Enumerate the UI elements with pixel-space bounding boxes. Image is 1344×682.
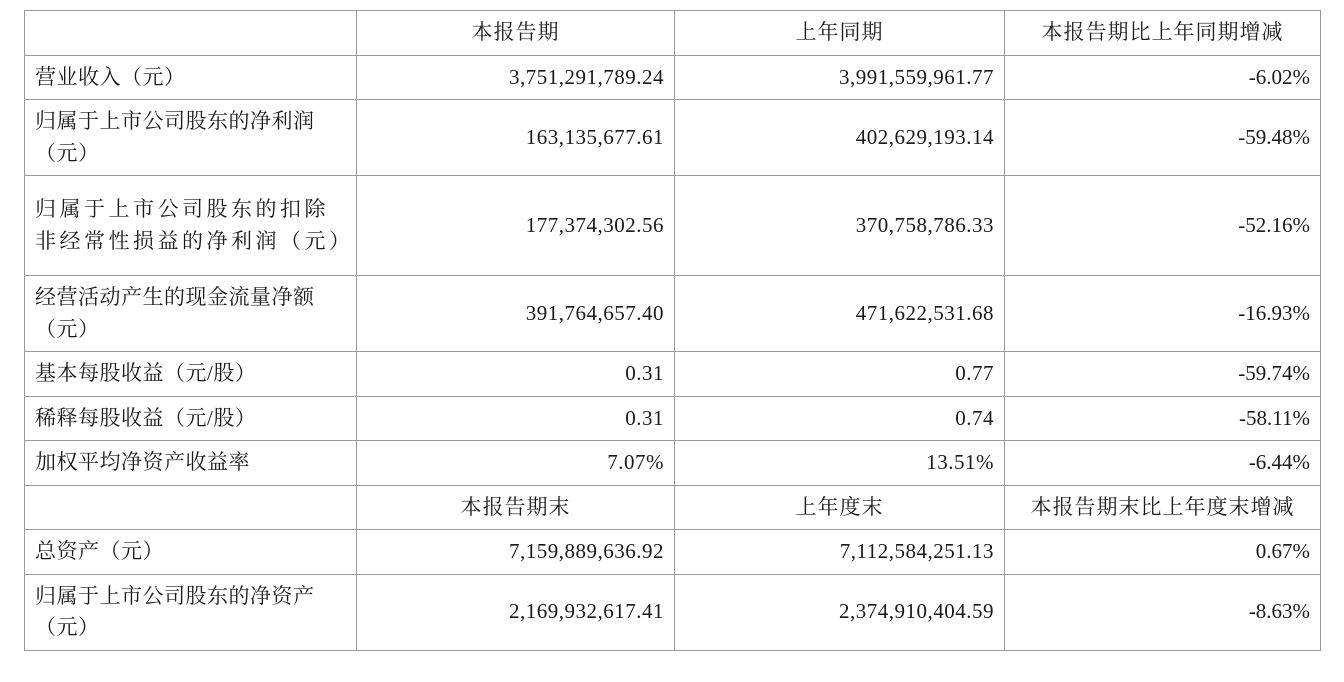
row-change-value: -59.48%	[1005, 100, 1321, 176]
row-change-value: -59.74%	[1005, 352, 1321, 397]
header-cell-current-period: 本报告期	[357, 11, 675, 56]
row-label: 加权平均净资产收益率	[25, 441, 357, 486]
row-current-value: 0.31	[357, 352, 675, 397]
table-header-row-second	[25, 485, 1321, 530]
table-row	[25, 352, 1321, 397]
table-row	[25, 100, 1321, 176]
row-current-value: 0.31	[357, 396, 675, 441]
row-change-value: -16.93%	[1005, 276, 1321, 352]
header-cell-prior-year-end: 上年度末	[675, 485, 1005, 530]
row-previous-value: 0.77	[675, 352, 1005, 397]
financial-summary-sheet	[0, 10, 1344, 682]
row-label: 总资产（元）	[25, 530, 357, 575]
table-row	[25, 55, 1321, 100]
row-label: 归属于上市公司股东的净资产（元）	[25, 574, 357, 650]
row-label: 经营活动产生的现金流量净额（元）	[25, 276, 357, 352]
header-cell-change: 本报告期比上年同期增减	[1005, 11, 1321, 56]
row-change-value: -58.11%	[1005, 396, 1321, 441]
row-current-value: 7,159,889,636.92	[357, 530, 675, 575]
row-change-value: -6.02%	[1005, 55, 1321, 100]
row-label: 营业收入（元）	[25, 55, 357, 100]
table-row	[25, 276, 1321, 352]
row-previous-value: 13.51%	[675, 441, 1005, 486]
row-current-value: 163,135,677.61	[357, 100, 675, 176]
table-row	[25, 530, 1321, 575]
table-row	[25, 176, 1321, 276]
header-cell-blank-second	[25, 485, 357, 530]
row-change-value: -52.16%	[1005, 176, 1321, 276]
row-label: 归属于上市公司股东的扣除非经常性损益的净利润（元）	[25, 176, 357, 276]
header-cell-blank	[25, 11, 357, 56]
table-row	[25, 441, 1321, 486]
row-previous-value: 3,991,559,961.77	[675, 55, 1005, 100]
row-previous-value: 402,629,193.14	[675, 100, 1005, 176]
row-previous-value: 471,622,531.68	[675, 276, 1005, 352]
row-current-value: 177,374,302.56	[357, 176, 675, 276]
row-previous-value: 7,112,584,251.13	[675, 530, 1005, 575]
row-current-value: 391,764,657.40	[357, 276, 675, 352]
row-current-value: 2,169,932,617.41	[357, 574, 675, 650]
row-change-value: 0.67%	[1005, 530, 1321, 575]
table-row	[25, 396, 1321, 441]
row-previous-value: 370,758,786.33	[675, 176, 1005, 276]
row-label: 稀释每股收益（元/股）	[25, 396, 357, 441]
row-label: 基本每股收益（元/股）	[25, 352, 357, 397]
financial-summary-table	[24, 10, 1321, 651]
row-change-value: -8.63%	[1005, 574, 1321, 650]
row-change-value: -6.44%	[1005, 441, 1321, 486]
header-cell-prior-period: 上年同期	[675, 11, 1005, 56]
header-cell-period-end: 本报告期末	[357, 485, 675, 530]
table-row	[25, 574, 1321, 650]
row-current-value: 7.07%	[357, 441, 675, 486]
row-previous-value: 2,374,910,404.59	[675, 574, 1005, 650]
row-current-value: 3,751,291,789.24	[357, 55, 675, 100]
row-label: 归属于上市公司股东的净利润（元）	[25, 100, 357, 176]
header-cell-change-second: 本报告期末比上年度末增减	[1005, 485, 1321, 530]
table-header-row	[25, 11, 1321, 56]
row-previous-value: 0.74	[675, 396, 1005, 441]
